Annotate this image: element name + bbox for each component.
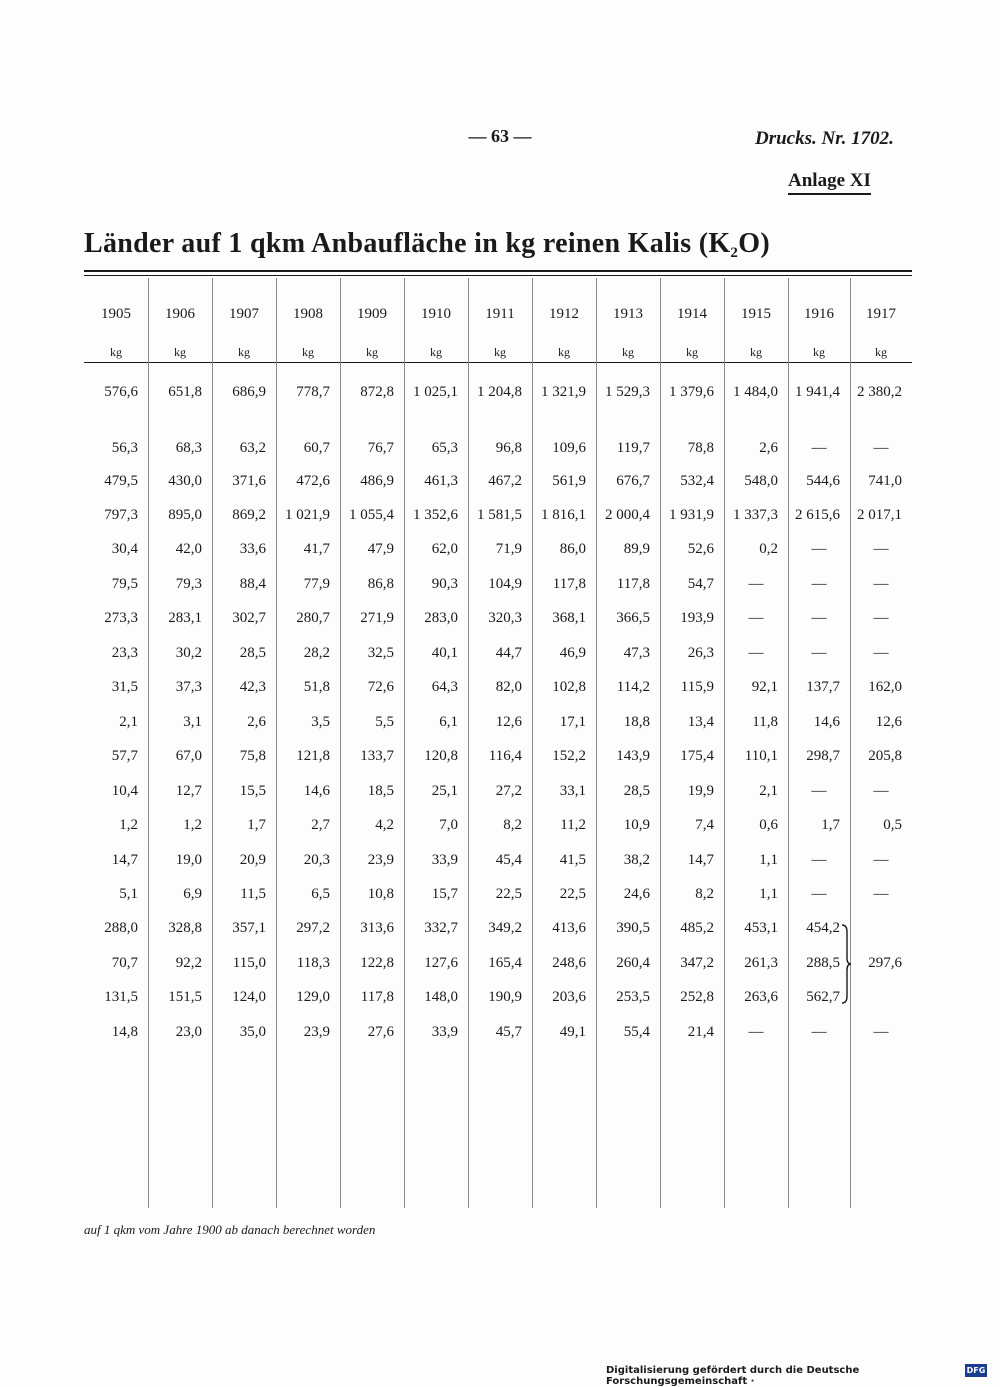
unit-label: kg — [686, 345, 698, 359]
table-cell: 328,8 — [168, 920, 202, 936]
table-cell: 283,0 — [424, 610, 458, 626]
year-header: 1916 — [804, 306, 834, 322]
table-cell: 47,3 — [623, 645, 650, 661]
table-cell: 454,2 — [806, 920, 840, 936]
table-cell: 297,6 — [868, 955, 902, 971]
unit-label: kg — [238, 345, 250, 359]
table-cell: 76,7 — [367, 440, 394, 456]
table-cell: 1 931,9 — [669, 507, 714, 523]
table-cell: 124,0 — [232, 989, 266, 1005]
table-cell: 869,2 — [232, 507, 266, 523]
table-cell: 676,7 — [616, 473, 650, 489]
year-header: 1907 — [229, 306, 259, 322]
table-cell: 1 321,9 — [541, 384, 586, 400]
table-cell: 1 941,4 — [795, 384, 840, 400]
table-cell: — — [811, 541, 827, 557]
table-cell: 2 017,1 — [857, 507, 902, 523]
unit-label: kg — [494, 345, 506, 359]
table-cell: 371,6 — [232, 473, 266, 489]
table-cell: 133,7 — [360, 748, 394, 764]
table-cell: 42,3 — [239, 679, 266, 695]
table-cell: 741,0 — [868, 473, 902, 489]
table-cell: 30,4 — [111, 541, 138, 557]
table-cell: 54,7 — [687, 576, 714, 592]
table-cell: 15,7 — [431, 886, 458, 902]
table-cell: 31,5 — [111, 679, 138, 695]
table-cell: 77,9 — [303, 576, 330, 592]
table-cell: 320,3 — [488, 610, 522, 626]
table-cell: 165,4 — [488, 955, 522, 971]
table-cell: 152,2 — [552, 748, 586, 764]
table-cell: 75,8 — [239, 748, 266, 764]
table-cell: 89,9 — [623, 541, 650, 557]
table-cell: 1 025,1 — [413, 384, 458, 400]
table-cell: 2,6 — [759, 440, 778, 456]
table-cell: 297,2 — [296, 920, 330, 936]
table-cell: 872,8 — [360, 384, 394, 400]
table-cell: 368,1 — [552, 610, 586, 626]
column-divider — [532, 278, 533, 1208]
unit-label: kg — [110, 345, 122, 359]
table-cell: 37,3 — [175, 679, 202, 695]
table-cell: 472,6 — [296, 473, 330, 489]
unit-label: kg — [558, 345, 570, 359]
table-cell: 2,7 — [311, 817, 330, 833]
table-cell: 14,7 — [687, 852, 714, 868]
table-cell: — — [873, 886, 889, 902]
table-cell: 104,9 — [488, 576, 522, 592]
table-cell: 56,3 — [111, 440, 138, 456]
table-cell: 102,8 — [552, 679, 586, 695]
table-cell: 120,8 — [424, 748, 458, 764]
table-cell: 0,6 — [759, 817, 778, 833]
table-cell: 1,2 — [183, 817, 202, 833]
table-cell: 121,8 — [296, 748, 330, 764]
table-cell: — — [873, 645, 889, 661]
table-cell: 1 204,8 — [477, 384, 522, 400]
table-cell: 2 615,6 — [795, 507, 840, 523]
table-cell: 33,1 — [559, 783, 586, 799]
table-cell: 23,9 — [367, 852, 394, 868]
table-cell: 88,4 — [239, 576, 266, 592]
table-cell: 23,3 — [111, 645, 138, 661]
table-cell: 110,1 — [744, 748, 778, 764]
table-cell: 26,3 — [687, 645, 714, 661]
table-cell: 116,4 — [488, 748, 522, 764]
table-cell: 7,0 — [439, 817, 458, 833]
table-cell: 44,7 — [495, 645, 522, 661]
column-divider — [340, 278, 341, 1208]
column-divider — [596, 278, 597, 1208]
table-cell: 14,6 — [813, 714, 840, 730]
table-cell: 60,7 — [303, 440, 330, 456]
table-cell: 485,2 — [680, 920, 714, 936]
table-cell: 33,6 — [239, 541, 266, 557]
table-cell: 117,8 — [616, 576, 650, 592]
table-cell: 40,1 — [431, 645, 458, 661]
table-cell: 0,2 — [759, 541, 778, 557]
table-cell: 271,9 — [360, 610, 394, 626]
table-cell: 430,0 — [168, 473, 202, 489]
table-cell: 205,8 — [868, 748, 902, 764]
table-cell: 313,6 — [360, 920, 394, 936]
table-cell: 5,1 — [119, 886, 138, 902]
table-cell: — — [811, 440, 827, 456]
table-cell: 18,5 — [367, 783, 394, 799]
table-cell: — — [873, 541, 889, 557]
table-cell: 7,4 — [695, 817, 714, 833]
table-cell: 332,7 — [424, 920, 458, 936]
title-main: Länder auf 1 qkm Anbaufläche in kg reinen Kalis (K — [84, 228, 731, 259]
table-cell: 79,3 — [175, 576, 202, 592]
table-cell: 14,7 — [111, 852, 138, 868]
table-cell: — — [748, 576, 764, 592]
digitization-credit: Digitalisierung gefördert durch die Deutsche Forschungsgemeinschaft · — [606, 1365, 860, 1387]
table-cell: 548,0 — [744, 473, 778, 489]
year-header: 1905 — [101, 306, 131, 322]
table-cell: 273,3 — [104, 610, 138, 626]
table-cell: 1,7 — [821, 817, 840, 833]
table-cell: 283,1 — [168, 610, 202, 626]
table-cell: 193,9 — [680, 610, 714, 626]
table-cell: 118,3 — [296, 955, 330, 971]
table-cell: 20,3 — [303, 852, 330, 868]
table-cell: 23,9 — [303, 1024, 330, 1040]
table-cell: 72,6 — [367, 679, 394, 695]
table-cell: 22,5 — [495, 886, 522, 902]
year-header: 1914 — [677, 306, 707, 322]
table-cell: 1 484,0 — [733, 384, 778, 400]
footnote: auf 1 qkm vom Jahre 1900 ab danach berechnet worden — [84, 1222, 376, 1237]
table-cell: — — [748, 1024, 764, 1040]
table-cell: 349,2 — [488, 920, 522, 936]
table-cell: 0,5 — [883, 817, 902, 833]
table-cell: 30,2 — [175, 645, 202, 661]
table-cell: 21,4 — [687, 1024, 714, 1040]
table-cell: 263,6 — [744, 989, 778, 1005]
table-cell: 33,9 — [431, 852, 458, 868]
table-cell: 2,6 — [247, 714, 266, 730]
table-cell: 19,0 — [175, 852, 202, 868]
table-cell: — — [873, 1024, 889, 1040]
year-header: 1912 — [549, 306, 579, 322]
table-cell: 90,3 — [431, 576, 458, 592]
table-cell: 15,5 — [239, 783, 266, 799]
table-cell: 117,8 — [552, 576, 586, 592]
table-cell: 479,5 — [104, 473, 138, 489]
column-divider — [850, 278, 851, 1208]
table-cell: 2,1 — [119, 714, 138, 730]
table-cell: 486,9 — [360, 473, 394, 489]
column-divider — [276, 278, 277, 1208]
table-cell: 10,9 — [623, 817, 650, 833]
column-divider — [404, 278, 405, 1208]
table-cell: 14,8 — [111, 1024, 138, 1040]
table-cell: 562,7 — [806, 989, 840, 1005]
table-cell: 32,5 — [367, 645, 394, 661]
table-cell: 390,5 — [616, 920, 650, 936]
year-header: 1906 — [165, 306, 195, 322]
unit-label: kg — [813, 345, 825, 359]
year-header: 1911 — [485, 306, 515, 322]
table-cell: 71,9 — [495, 541, 522, 557]
page-title — [84, 228, 770, 262]
table-cell: 366,5 — [616, 610, 650, 626]
year-header: 1910 — [421, 306, 451, 322]
table-cell: — — [873, 440, 889, 456]
table-cell: 1 021,9 — [285, 507, 330, 523]
table-cell: 41,5 — [559, 852, 586, 868]
table-cell: — — [873, 783, 889, 799]
table-cell: 49,1 — [559, 1024, 586, 1040]
table-cell: 3,5 — [311, 714, 330, 730]
table-cell: 68,3 — [175, 440, 202, 456]
table-cell: 45,7 — [495, 1024, 522, 1040]
table-cell: 27,6 — [367, 1024, 394, 1040]
table-cell: — — [811, 610, 827, 626]
column-divider — [212, 278, 213, 1208]
table-cell: 28,5 — [239, 645, 266, 661]
print-reference: Drucks. Nr. 1702. — [755, 128, 894, 149]
table-cell: 453,1 — [744, 920, 778, 936]
table-cell: 25,1 — [431, 783, 458, 799]
table-cell: — — [748, 645, 764, 661]
table-cell: 62,0 — [431, 541, 458, 557]
table-cell: 47,9 — [367, 541, 394, 557]
page-number: — 63 — — [468, 126, 532, 146]
column-divider — [468, 278, 469, 1208]
table-cell: 79,5 — [111, 576, 138, 592]
table-cell: 115,0 — [232, 955, 266, 971]
table-cell: 248,6 — [552, 955, 586, 971]
year-header: 1917 — [866, 306, 896, 322]
table-cell: 137,7 — [806, 679, 840, 695]
table-cell: 86,8 — [367, 576, 394, 592]
table-cell: 12,6 — [875, 714, 902, 730]
table-cell: 797,3 — [104, 507, 138, 523]
table-cell: 45,4 — [495, 852, 522, 868]
table-cell: 190,9 — [488, 989, 522, 1005]
year-header: 1909 — [357, 306, 387, 322]
table-cell: 35,0 — [239, 1024, 266, 1040]
table-cell: 11,8 — [752, 714, 778, 730]
table-cell: 544,6 — [806, 473, 840, 489]
table-cell: 1 379,6 — [669, 384, 714, 400]
table-cell: 2,1 — [759, 783, 778, 799]
table-cell: 131,5 — [104, 989, 138, 1005]
table-cell: 347,2 — [680, 955, 714, 971]
table-cell: 686,9 — [232, 384, 266, 400]
table-cell: 11,5 — [240, 886, 266, 902]
table-cell: 96,8 — [495, 440, 522, 456]
year-header: 1915 — [741, 306, 771, 322]
column-divider — [724, 278, 725, 1208]
table-cell: 38,2 — [623, 852, 650, 868]
unit-label: kg — [302, 345, 314, 359]
table-cell: 1 337,3 — [733, 507, 778, 523]
table-cell: 12,6 — [495, 714, 522, 730]
table-cell: — — [873, 576, 889, 592]
table-cell: 1 352,6 — [413, 507, 458, 523]
table-cell: 895,0 — [168, 507, 202, 523]
table-cell: 1 055,4 — [349, 507, 394, 523]
table-cell: 115,9 — [680, 679, 714, 695]
table-cell: 413,6 — [552, 920, 586, 936]
table-cell: 24,6 — [623, 886, 650, 902]
table-cell: 8,2 — [695, 886, 714, 902]
table-cell: 127,6 — [424, 955, 458, 971]
table-cell: 298,7 — [806, 748, 840, 764]
table-cell: 6,5 — [311, 886, 330, 902]
table-cell: 117,8 — [360, 989, 394, 1005]
table-cell: 5,5 — [375, 714, 394, 730]
table-cell: — — [873, 852, 889, 868]
table-cell: 357,1 — [232, 920, 266, 936]
annex-label: Anlage XI — [788, 170, 871, 195]
table-cell: 14,6 — [303, 783, 330, 799]
unit-label: kg — [750, 345, 762, 359]
dfg-logo: DFG — [966, 1366, 986, 1375]
table-cell: 33,9 — [431, 1024, 458, 1040]
unit-label: kg — [366, 345, 378, 359]
table-cell: 10,4 — [111, 783, 138, 799]
year-header: 1913 — [613, 306, 643, 322]
table-cell: 65,3 — [431, 440, 458, 456]
table-cell: 6,1 — [439, 714, 458, 730]
table-cell: 86,0 — [559, 541, 586, 557]
title-subscript: 2 — [730, 245, 739, 261]
table-cell: 467,2 — [488, 473, 522, 489]
table-cell: 70,7 — [111, 955, 138, 971]
table-cell: — — [748, 610, 764, 626]
table-cell: 261,3 — [744, 955, 778, 971]
table-cell: 2 000,4 — [605, 507, 650, 523]
table-cell: 13,4 — [687, 714, 714, 730]
table-cell: 92,1 — [751, 679, 778, 695]
table-cell: 46,9 — [559, 645, 586, 661]
table-cell: 63,2 — [239, 440, 266, 456]
table-cell: 260,4 — [616, 955, 650, 971]
table-cell: — — [811, 1024, 827, 1040]
table-cell: 151,5 — [168, 989, 202, 1005]
table-cell: 1,7 — [247, 817, 266, 833]
table-cell: 778,7 — [296, 384, 330, 400]
table-cell: 119,7 — [616, 440, 650, 456]
table-cell: 8,2 — [503, 817, 522, 833]
unit-label: kg — [174, 345, 186, 359]
column-divider — [148, 278, 149, 1208]
table-cell: 18,8 — [623, 714, 650, 730]
table-cell: 41,7 — [303, 541, 330, 557]
table-cell: 64,3 — [431, 679, 458, 695]
table-cell: 252,8 — [680, 989, 714, 1005]
table-cell: 288,0 — [104, 920, 138, 936]
column-divider — [788, 278, 789, 1208]
table-cell: 203,6 — [552, 989, 586, 1005]
table-cell: 42,0 — [175, 541, 202, 557]
table-cell: 561,9 — [552, 473, 586, 489]
table-cell: — — [811, 645, 827, 661]
table-cell: 129,0 — [296, 989, 330, 1005]
unit-label: kg — [875, 345, 887, 359]
table-cell: 55,4 — [623, 1024, 650, 1040]
table-cell: 20,9 — [239, 852, 266, 868]
table-cell: 302,7 — [232, 610, 266, 626]
table-cell: 51,8 — [303, 679, 330, 695]
table-cell: — — [811, 576, 827, 592]
table-cell: 1 529,3 — [605, 384, 650, 400]
table-cell: 1 581,5 — [477, 507, 522, 523]
table-cell: 1,1 — [759, 886, 778, 902]
table-cell: 19,9 — [687, 783, 714, 799]
year-header: 1908 — [293, 306, 323, 322]
table-cell: 67,0 — [175, 748, 202, 764]
table-cell: 57,7 — [111, 748, 138, 764]
table-cell: 12,7 — [175, 783, 202, 799]
table-cell: 2 380,2 — [857, 384, 902, 400]
table-cell: 6,9 — [183, 886, 202, 902]
table-cell: 162,0 — [868, 679, 902, 695]
top-double-rule — [84, 270, 912, 272]
top-rule-thin — [84, 275, 912, 276]
table-cell: 27,2 — [495, 783, 522, 799]
table-cell: 52,6 — [687, 541, 714, 557]
table-cell: 651,8 — [168, 384, 202, 400]
column-divider — [660, 278, 661, 1208]
table-cell: — — [811, 886, 827, 902]
table-cell: 175,4 — [680, 748, 714, 764]
table-cell: 143,9 — [616, 748, 650, 764]
unit-label: kg — [622, 345, 634, 359]
table-cell: 114,2 — [616, 679, 650, 695]
table-cell: 10,8 — [367, 886, 394, 902]
table-cell: 82,0 — [495, 679, 522, 695]
table-cell: 28,2 — [303, 645, 330, 661]
table-cell: 280,7 — [296, 610, 330, 626]
table-cell: 461,3 — [424, 473, 458, 489]
table-cell: 28,5 — [623, 783, 650, 799]
table-cell: 3,1 — [183, 714, 202, 730]
table-cell: 122,8 — [360, 955, 394, 971]
table-cell: 11,2 — [560, 817, 586, 833]
table-cell: — — [873, 610, 889, 626]
table-cell: 576,6 — [104, 384, 138, 400]
table-cell: 92,2 — [175, 955, 202, 971]
table-cell: 1,2 — [119, 817, 138, 833]
table-cell: 148,0 — [424, 989, 458, 1005]
title-end: O) — [738, 228, 770, 259]
table-cell: 1,1 — [759, 852, 778, 868]
table-cell: — — [811, 852, 827, 868]
table-cell: — — [811, 783, 827, 799]
table-cell: 22,5 — [559, 886, 586, 902]
table-cell: 1 816,1 — [541, 507, 586, 523]
table-cell: 253,5 — [616, 989, 650, 1005]
brace-icon — [841, 924, 851, 1004]
table-cell: 4,2 — [375, 817, 394, 833]
table-cell: 288,5 — [806, 955, 840, 971]
table-cell: 532,4 — [680, 473, 714, 489]
unit-label: kg — [430, 345, 442, 359]
table-cell: 17,1 — [559, 714, 586, 730]
table-cell: 78,8 — [687, 440, 714, 456]
table-cell: 109,6 — [552, 440, 586, 456]
table-cell: 23,0 — [175, 1024, 202, 1040]
